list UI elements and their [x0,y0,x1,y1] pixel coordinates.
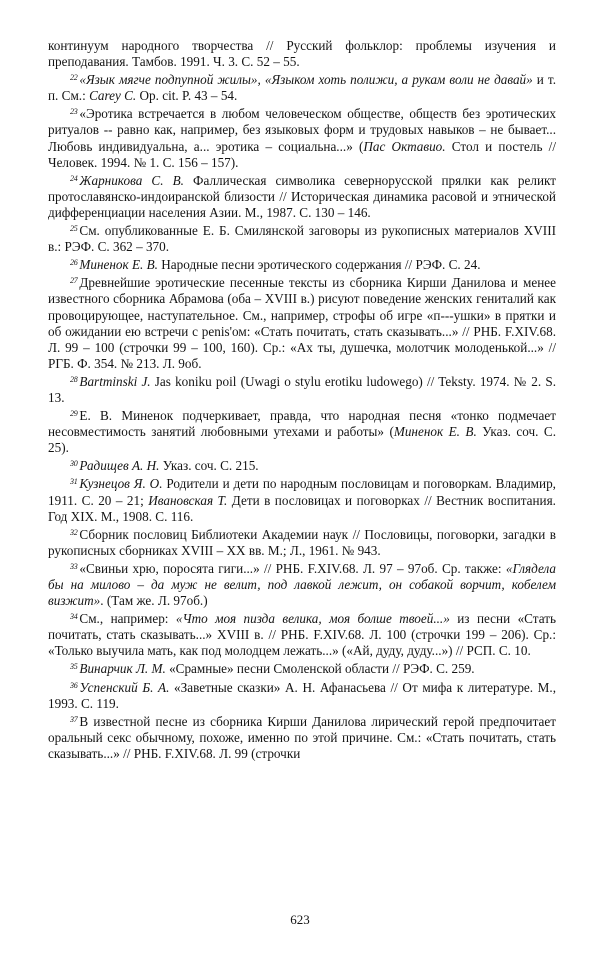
footnote-text: См. опубликованные Е. Б. Смилянской заговоры из рукописных материалов XVIII в.: РЭФ. С. 362 – 370. [48,223,556,255]
footnote-number: 32 [70,527,78,537]
footnote-text: Указ. соч. С. 25). [48,424,556,456]
footnote-number: 28 [70,374,78,384]
footnote-emphasis: Пас Октавио. [363,138,446,154]
footnote-emphasis: «Язык мягче подпупной жилы», «Языком хоть полижи, а рукам воли не давай» [79,72,533,88]
footnote-emphasis: «Глядела бы на милово – да муж не велит, под лавкой лежит, он собакой ворчит, кобелем визжит» [48,560,556,609]
footnote [48,712,556,762]
footnote-text: Указ. соч. С. 215. [159,458,259,474]
footnote [48,171,556,221]
footnote-number: 33 [70,561,78,571]
footnote-text: Родители и дети по народным пословицам и поговоркам. Владимир, 1911. С. 20 – 21; [48,476,556,508]
footnote-text: «Эротика встречается в любом человеческом обществе, обществ без эротических ритуалов -- равно как, например, без языковых форм и трудовых навыков – не бывает... Любовь индивидуальна, а... эротика – социальна...» ( [48,106,556,154]
footnote-number: 37 [70,714,78,724]
footnote-emphasis: Жарникова С. В. [79,172,184,188]
footnote-emphasis: Радищев А. Н. [79,458,160,474]
footnote-number: 24 [70,173,78,183]
footnote [48,70,556,104]
footnote-emphasis: Кузнецов Я. О. [79,476,163,492]
footnote [48,474,556,524]
footnote-text: Дети в пословицах и поговорках // Вестник воспитания. Год XIX. М., 1908. С. 116. [48,492,556,524]
footnote-emphasis: Успенский Б. А. [79,679,170,695]
footnote-number: 30 [70,459,78,469]
footnote-emphasis: «Что моя пизда велика, моя болше твоей...» [175,611,450,627]
footnote-text: Фаллическая символика севернорусской прялки как реликт протославянско-индоиранской близости // Историческая динамика расовой и этнической дифференциации населения Азии. М., 1987. С. 130 – 146. [48,172,556,220]
footnote [48,273,556,372]
footnote-text: из песни «Стать почитать, стать сказывать...» XVIII в. // РНБ. F.XIV.68. Л. 100 (строчки 199 – 206). Ср.: «Только выучила мать, как под молодцем лежать...» («Ай, дуду, дуду...») // РСП. С. 10. [48,611,557,659]
footnote-number: 35 [70,662,78,672]
footnote-text: В известной песне из сборника Кирши Данилова лирический герой предпочитает оральный секс обычному, похоже, именно по этой причине. См.: «Стать почитать, стать сказывать...» // РНБ. F.XIV.68. Л. 99 (строчки [48,713,556,761]
footnote-emphasis: Carey C. [89,88,137,104]
footnote [48,456,556,474]
page-number: 623 [290,912,310,927]
footnote-text: Древнейшие эротические песенные тексты из сборника Кирши Данилова и менее известного сборника Абрамова (оба – XVIII в.) рисуют поведение женских гениталий как провоцирующее, наступательное. См., например, строфы об игре «п---ушки» в прятки и об ожидании ею встречи с penis'ом: «Стать почитать, стать сказывать...» // РНБ. F.XIV.68. Л. 99 – 100 (строчки 99 – 100, 160). Ср.: «Ах ты, душечка, молотчик молоденькой...» // РГБ. Ф. 354. № 213. Л. 9об. [48,275,556,371]
footnote [48,38,556,70]
footnote-text: . (Там же. Л. 97об.) [100,593,208,609]
footnote [48,659,556,677]
footnote-text: Стол и постель // Человек. 1994. № 1. С. 156 – 157). [48,138,556,170]
footnote-number: 36 [70,680,78,690]
footnote-number: 27 [70,276,78,286]
footnote-number: 23 [70,107,78,117]
footnote [48,221,556,255]
footnote-emphasis: Миненок Е. В. [79,257,158,273]
footnote-text: «Свиньи хрю, поросята гиги...» // РНБ. F.XIV.68. Л. 97 – 97об. Ср. также: [79,560,506,576]
footnote-number: 22 [70,73,78,83]
footnote [48,255,556,273]
footnote-text: «Заветные сказки» А. Н. Афанасьева // От мифа к литературе. М., 1993. С. 119. [48,679,556,711]
footnote [48,559,556,609]
footnote [48,104,556,170]
footnote [48,525,556,559]
footnote-text: Сборник пословиц Библиотеки Академии наук // Пословицы, поговорки, загадки в рукописных сборниках XVIII – XX вв. М.; Л., 1961. № 943. [48,526,556,558]
footnote-emphasis: Bartminski J. [79,373,151,389]
footnote-text: См., например: [79,611,176,627]
footnote-text: и т. п. См.: [48,72,556,104]
footnote-number: 25 [70,224,78,234]
footnotes-block [48,38,556,762]
footnote-text: «Срамные» песни Смоленской области // РЭФ. С. 259. [165,661,475,677]
footnote-number: 26 [70,258,78,268]
footnote-emphasis: Винарчик Л. М. [79,661,166,677]
footnote-text: Op. cit. P. 43 – 54. [136,88,238,104]
footnote [48,372,556,406]
footnote-number: 34 [70,612,78,622]
footnote-text: Jas koniku poil (Uwagi o stylu erotiku ludowego) // Teksty. 1974. № 2. S. 13. [48,373,556,405]
footnote [48,678,556,712]
footnote-number: 29 [70,409,78,419]
footnote-emphasis: Ивановская Т. [148,492,228,508]
footnote-text: Е. В. Миненок подчеркивает, правда, что народная песня «тонко подмечает несовместимость занятий любовными утехами и работы» ( [48,408,556,440]
footnote-text: Народные песни эротического содержания // РЭФ. С. 24. [157,257,481,273]
footnote-number: 31 [70,477,78,487]
footnote [48,406,556,456]
footnote [48,609,556,659]
footnote-emphasis: Миненок Е. В. [393,424,477,440]
footnote-text: континуум народного творчества // Русский фольклор: проблемы изучения и преподавания. Тамбов. 1991. Ч. 3. С. 52 – 55. [48,38,556,70]
